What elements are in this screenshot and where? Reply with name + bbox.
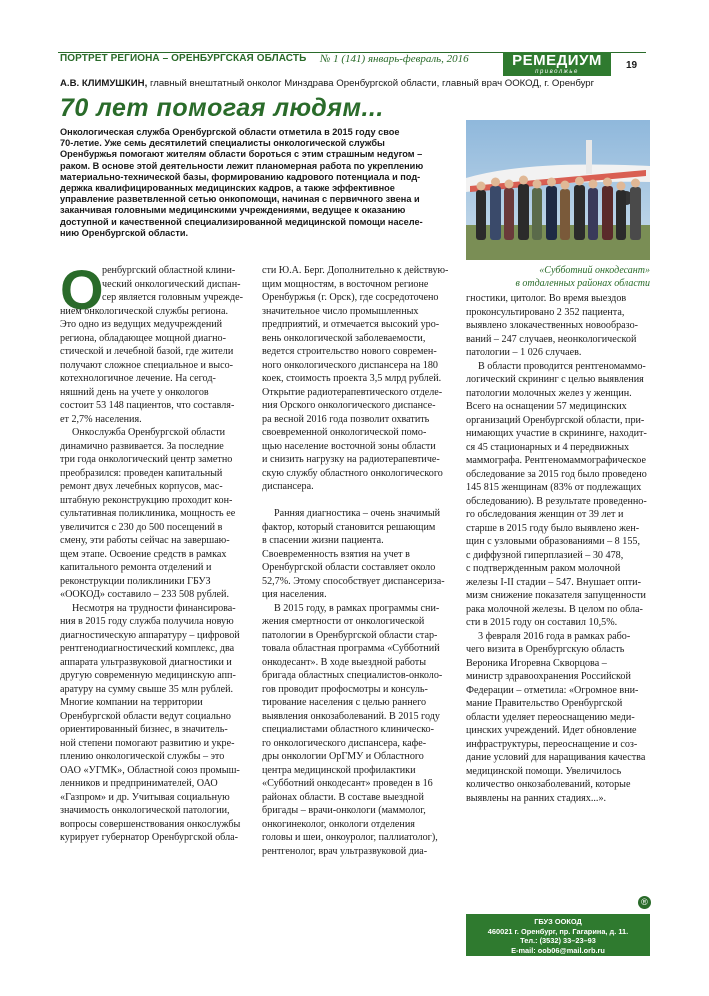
text-line: динамично развивается. За последние	[60, 440, 224, 452]
lead-line: Онкологическая служба Оренбургской области отметила в 2015 году свое	[60, 127, 400, 137]
text-line: ция населения.	[262, 589, 327, 600]
text-line: штабную реконструкцию проходит кон-	[60, 494, 233, 506]
text-line: ся 45 стационарных и 4 передвижных	[466, 441, 630, 453]
text-line: обследованию). В результате проведенно-	[466, 495, 647, 507]
text-line: нимающих участие в скрининге, находит-	[466, 428, 647, 439]
text-line: инфраструктуры, переоснащение и соз-	[466, 738, 638, 750]
text-line: Федерации – отметила: «Огромное вни-	[466, 684, 639, 696]
text-line: предприятий, и отмечается высокий уро-	[262, 319, 440, 330]
text-line: логический скрининг с целью выявления	[466, 374, 644, 385]
text-line: «ООКОД» составило – 233 508 рублей.	[60, 589, 229, 600]
lead-line: нию Оренбургской области.	[60, 227, 189, 238]
caption-title: «Субботний онкодесант»	[539, 265, 650, 276]
text-line: ренбургский областной клини-	[102, 265, 236, 276]
text-line: 52,7%. Этому способствует диспансериза-	[262, 575, 445, 587]
text-line: щин с узловыми образованиями – 8 155,	[466, 536, 640, 547]
registered-mark: ®	[638, 896, 651, 909]
text-line: Оренбургской области составляет около	[262, 562, 436, 573]
text-column-2	[262, 264, 448, 858]
text-line: онкодесант». В ходе выездной работы	[262, 656, 427, 668]
text-line: ленников и предпринимателей, ОАО	[60, 778, 218, 789]
text-line: котехнологичное лечение. На сегод-	[60, 373, 216, 384]
text-line: в спасении жизни пациента.	[262, 535, 384, 546]
text-line: диспансера.	[262, 481, 314, 492]
text-line: щем этапе. Освоение средств в рамках	[60, 548, 227, 560]
text-line: ориентированный бизнес, в значитель-	[60, 724, 228, 735]
lead-line: Оренбуржья помогают жителям области бороться с этим страшным недугом –	[60, 149, 423, 160]
text-line: Вероника Игоревна Скворцова –	[466, 657, 607, 669]
author-name: А.В. КЛИМУШКИН,	[60, 78, 148, 89]
text-line: и снизить нагрузку на радиотерапевтиче-	[262, 454, 440, 465]
logo-subtitle: приволжье	[535, 69, 579, 75]
text-line: количество онкозаболеваний, которые	[466, 779, 631, 790]
text-line: маммографа. Рентгеномаммографическое	[466, 455, 646, 466]
text-line: состоит 53 148 пациентов, что составля-	[60, 400, 235, 411]
text-line: ческий онкологический диспан-	[102, 278, 241, 290]
text-line: смену, эти работы сейчас на завершаю-	[60, 535, 230, 546]
text-line: «Газпром» и др. Учитывая социальную	[60, 791, 230, 803]
author-position: главный внештатный онколог Минздрава Оренбургской области, главный врач ООКОД, г. Оренбург	[147, 78, 595, 89]
text-line: Многие компании на территории	[60, 697, 203, 708]
text-line: Оренбургской области ведут социально	[60, 710, 231, 722]
lead-line: доступной и качественной специализированной медицинской помощи населе-	[60, 216, 423, 227]
text-line: с подтвержденным раком молочной	[466, 563, 621, 574]
text-line: центра медицинской профилактики	[262, 764, 416, 776]
text-line: вопросы совершенствования онкослужбы	[60, 818, 241, 830]
text-line: с диффузной гиперплазией – 30 478,	[466, 549, 624, 561]
text-line: проконсультировано 2 352 пациента,	[466, 306, 625, 318]
text-line: ной степени помогают развитию и укре-	[60, 737, 235, 749]
text-line: Своевременность взятия на учет в	[262, 548, 410, 560]
drop-cap: О	[60, 258, 104, 321]
article-title: 70 лет помогая людям...	[60, 94, 384, 122]
text-line: специалистами областного клиническо-	[262, 724, 434, 735]
text-line: го обследования женщин от 39 лет и	[466, 509, 624, 520]
text-line: тирование населения с целью раннего	[262, 697, 427, 708]
text-line: «Субботний онкодесант» проведен в 16	[262, 778, 433, 789]
text-line: сти Ю.А. Берг. Дополнительно к действую-	[262, 265, 449, 276]
text-line: го онкологического диспансера, кафе-	[262, 737, 427, 749]
contact-email: E-mail: oob06@mail.orb.ru	[511, 945, 605, 955]
text-line: Открытие радиотерапевтического отделе-	[262, 386, 443, 398]
text-line: гностики, цитолог. Во время выездов	[466, 293, 627, 304]
text-line: мизм снижение показателя запущенности	[466, 590, 646, 601]
text-line: В области проводится рентгеномаммо-	[478, 360, 646, 372]
caption-subtitle: в отдаленных районах области	[515, 278, 650, 289]
text-line: мание Правительство Оренбургской	[466, 698, 623, 709]
text-line: ния Орского онкологического диспансе-	[262, 400, 436, 411]
contact-address: 460021 г. Оренбург, пр. Гагарина, д. 11.	[487, 926, 629, 936]
text-line: ведется строительство нового современ-	[262, 346, 437, 357]
text-line: скую службу областного онкологического	[262, 467, 443, 479]
text-line: районах области. В составе выездной	[262, 791, 424, 803]
text-line: Оренбуржья (г. Орск), где сосредоточено	[262, 292, 439, 303]
page-number: 19	[626, 60, 638, 71]
text-line: патологии – 1 026 случаев.	[466, 347, 582, 358]
contact-org: ГБУЗ ООКОД	[534, 917, 582, 926]
lead-line: управление разветвленной сетью онкопомощи, начиная с первичного звена и	[60, 194, 420, 205]
text-line: своевременной онкологической помо-	[262, 427, 427, 438]
text-column-1	[60, 258, 246, 845]
text-line: Онкослужба Оренбургской области	[72, 427, 226, 438]
text-line: сультативная поликлиника, мощность ее	[60, 508, 236, 519]
text-line: щим мощностям, в восточном регионе	[262, 278, 429, 290]
text-line: вень онкологической заболеваемости,	[262, 332, 426, 344]
text-line: онкогинеколог, онкологи отделения	[262, 818, 415, 830]
text-line: получают сложное специальное и высо-	[60, 359, 234, 371]
lead-line: заканчивая головными медицинскими учреждениями, ведущее к оказанию	[60, 205, 406, 216]
text-line: головы и шеи, онкоуролог, паллиатолог),	[262, 832, 438, 843]
text-line: три года онкологический центр заметно	[60, 454, 233, 465]
text-line: нием онкологической службы региона.	[60, 305, 228, 317]
text-line: ваний – 247 случаев, неонкологической	[466, 333, 637, 345]
text-line: ния в 2015 году служба получила новую	[60, 616, 234, 627]
text-line: коек, стоимость проекта 3,5 млрд рублей.	[262, 373, 442, 384]
text-line: рака молочной железы. В целом по обла-	[466, 603, 643, 615]
lead-line: раком. В основе этой деятельности лежит планомерная работа по укреплению	[60, 160, 424, 171]
text-line: бригада областных специалистов-онколо-	[262, 670, 443, 681]
remedium-logo	[503, 52, 611, 76]
text-line: ного онкологического диспансера на 180	[262, 359, 438, 371]
text-line: ОАО «УГМК», Областной союз промыш-	[60, 764, 240, 776]
text-line: няшний день на учете у онкологов	[60, 386, 209, 398]
text-line: обследование за 2015 год было проведено	[466, 468, 647, 480]
text-line: аппарата ультразвуковой диагностики и	[60, 656, 232, 668]
lead-line: 70-летие. Уже семь десятилетий специалисты онкологической службы	[60, 138, 385, 149]
text-line: диагностическую аппаратуру – цифровой	[60, 629, 240, 641]
text-line: ра весной 2016 года позволит охватить	[262, 413, 430, 425]
text-line: министр здравоохранения Российской	[466, 671, 631, 682]
text-line: реконструкции поликлиники ГБУЗ	[60, 575, 211, 587]
contact-phone: Тел.: (3532) 33–23–93	[520, 936, 596, 946]
text-line: сер является головным учрежде-	[102, 292, 244, 303]
text-line: выявления онкозаболеваний. В 2015 году	[262, 710, 440, 722]
text-line: жения смертности от онкологической	[262, 616, 425, 627]
text-line: старше в 2015 году было выявлено жен-	[466, 522, 640, 534]
text-line: фактор, который становится решающим	[262, 521, 436, 533]
text-line: медицинской помощи. Увеличилось	[466, 765, 622, 777]
text-line: патологии в Оренбургской области стар-	[262, 629, 438, 641]
text-line: выявлено злокачественных новообразо-	[466, 320, 639, 331]
lead-line: материально-технической базы, формированию кадрового потенциала и под-	[60, 171, 421, 182]
text-line: товала областная программа «Субботний	[262, 643, 440, 654]
author-line	[60, 78, 594, 89]
text-line: чего визита в Оренбургскую область	[466, 644, 625, 655]
photo-illustration	[466, 120, 650, 260]
text-line: организаций Оренбургской области, при-	[466, 414, 645, 426]
text-line: ремонт двух лечебных корпусов, мас-	[60, 481, 223, 492]
text-line: гов проводит профосмотры и консуль-	[262, 683, 428, 695]
text-line: плению онкологической службы – это	[60, 751, 225, 762]
text-line: патологии молочных желез у женщин.	[466, 387, 632, 399]
text-line: значимость онкологической патологии,	[60, 805, 230, 816]
text-line: ет 2,7% населения.	[60, 413, 142, 425]
text-line: Ранняя диагностика – очень значимый	[274, 508, 441, 519]
text-line: дры онкологии ОрГМУ и Областного	[262, 751, 424, 762]
text-line: капитального ремонта отделений и	[60, 562, 212, 573]
group-photo	[466, 120, 650, 260]
text-line: В 2015 году, в рамках программы сни-	[274, 602, 440, 614]
text-line: аратуру на сумму свыше 35 млн рублей.	[60, 683, 234, 695]
text-line: курирует губернатор Оренбургской обла-	[60, 832, 238, 843]
logo-text: РЕМЕДИУМ	[512, 52, 602, 69]
text-line: рентгенодиагностический комплекс, два	[60, 643, 235, 654]
contact-box	[466, 914, 650, 956]
text-line: преобразился: проведен капитальный	[60, 467, 223, 479]
text-line: другую современную медицинскую апп-	[60, 670, 236, 681]
text-line: Это одно из ведущих медучреждений	[60, 319, 223, 330]
photo-caption	[466, 264, 650, 290]
text-line: 3 февраля 2016 года в рамках рабо-	[478, 630, 631, 642]
text-line	[262, 494, 448, 508]
text-line: увеличится с 230 до 500 посещений в	[60, 521, 223, 533]
lead-paragraph	[60, 127, 452, 239]
text-line: дание условий для наращивания качества	[466, 752, 646, 763]
text-line: рентгенолог, врач ультразвуковой диа-	[262, 845, 428, 857]
section-title: ПОРТРЕТ РЕГИОНА – ОРЕНБУРГСКАЯ ОБЛАСТЬ	[60, 53, 307, 64]
text-column-3	[466, 292, 650, 805]
text-line: области уделяет переоснащению меди-	[466, 711, 635, 723]
text-line: выявлены на ранних стадиях...».	[466, 792, 607, 804]
issue-info: № 1 (141) январь-февраль, 2016	[320, 53, 469, 65]
text-line: бригады – врачи-онкологи (маммолог,	[262, 805, 426, 816]
text-line: щью население восточной зоны области	[262, 440, 436, 452]
text-line: 145 815 женщинам (83% от подлежащих	[466, 482, 642, 493]
text-line: стической и лечебной базой, где жители	[60, 346, 234, 357]
text-line: Несмотря на трудности финансирова-	[72, 602, 236, 614]
lead-line: держка квалифицированных медицинских кадров, а также эффективное	[60, 183, 395, 194]
text-line: сти в 2015 году он составил 10,5%.	[466, 617, 618, 628]
text-line: Всего на оснащении 57 медицинских	[466, 401, 627, 412]
text-line: железы I-II стадии – 547. Внушает опти-	[466, 576, 641, 588]
text-line: региона, обладающее мощной диагно-	[60, 332, 226, 344]
text-line: цинских учреждений. Идет обновление	[466, 725, 637, 736]
text-line: значительное число промышленных	[262, 305, 419, 317]
